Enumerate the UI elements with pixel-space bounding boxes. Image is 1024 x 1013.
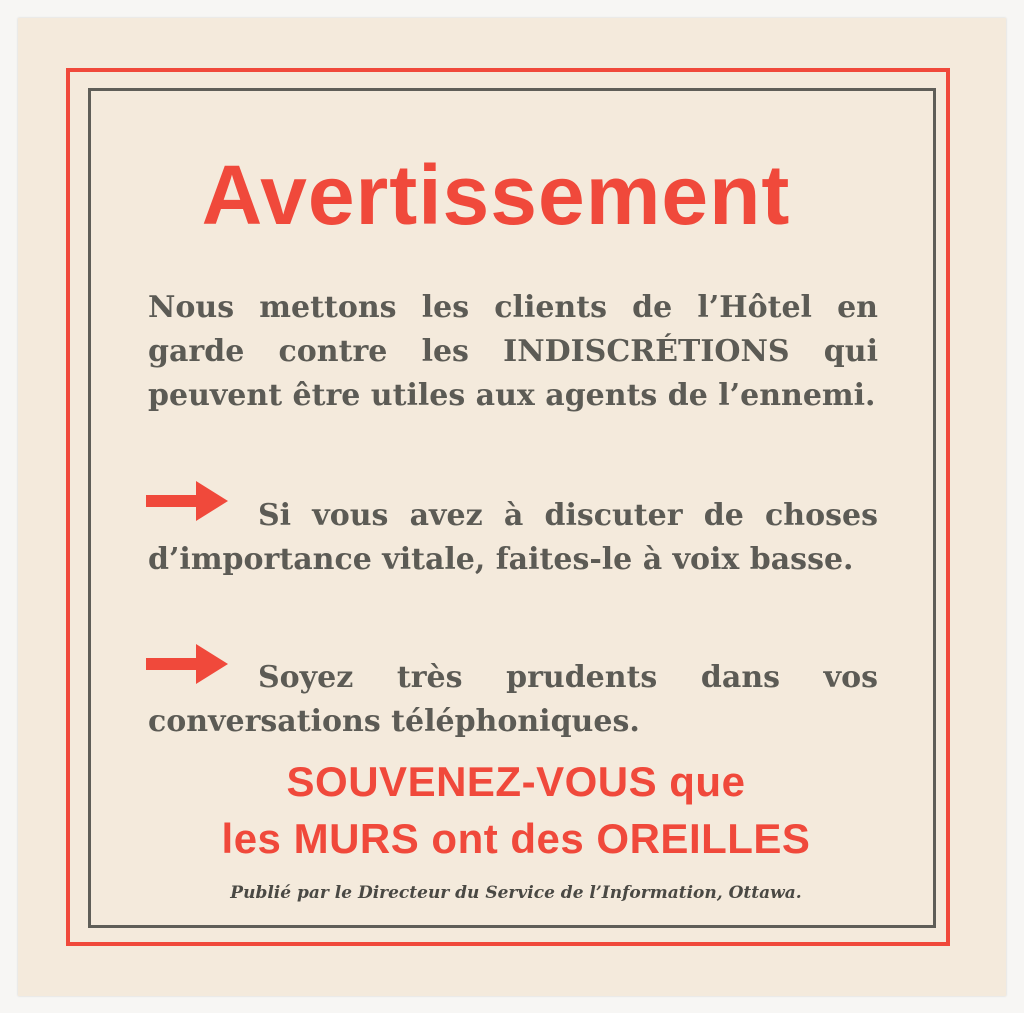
publisher-credit: Publié par le Directeur du Service de l’Information, Ottawa. <box>230 883 802 903</box>
paragraph-speak-low-text: Si vous avez à discuter de choses d’importance vitale, faites-le à voix basse. <box>148 498 878 577</box>
slogan-line-1: SOUVENEZ-VOUS que <box>286 758 746 805</box>
poster-title: Avertissement <box>201 148 791 242</box>
paragraph-telephone <box>148 656 878 744</box>
paragraph-warning: Nous mettons les clients de l’Hôtel en garde contre les INDISCRÉTIONS qui peuvent être utiles aux agents de l’ennemi. <box>148 290 878 413</box>
poster-card <box>18 18 1006 996</box>
paragraph-telephone-text: Soyez très prudents dans vos conversations téléphoniques. <box>148 660 878 739</box>
paragraph-speak-low <box>148 494 878 582</box>
slogan-line-2: les MURS ont des OREILLES <box>221 815 811 862</box>
